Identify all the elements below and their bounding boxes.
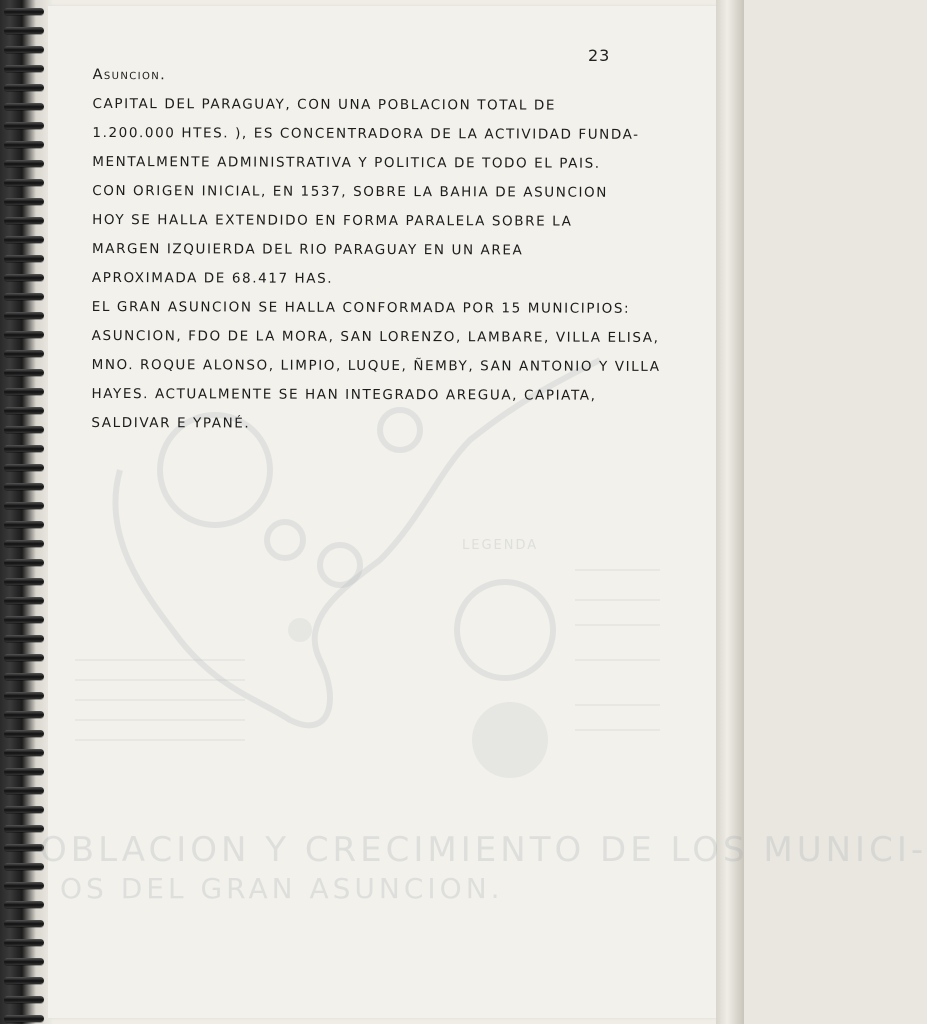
binding-coil bbox=[4, 483, 44, 490]
binding-coil bbox=[4, 635, 44, 642]
binding-coil bbox=[4, 806, 44, 813]
binding-coil bbox=[4, 939, 44, 946]
binding-coil bbox=[4, 8, 44, 15]
text-line: 1.200.000 HTES. ), ES CONCENTRADORA DE LA ACTIVIDAD FUNDA- bbox=[92, 124, 640, 143]
binding-coil bbox=[4, 882, 44, 889]
binding-coil bbox=[4, 293, 44, 300]
text-line: SALDIVAR E YPANÉ. bbox=[91, 414, 251, 432]
binding-coil bbox=[4, 692, 44, 699]
binding-coil bbox=[4, 236, 44, 243]
binding-coil bbox=[4, 996, 44, 1003]
binding-coil bbox=[4, 46, 44, 53]
binding-coil bbox=[4, 122, 44, 129]
binding-coil bbox=[4, 312, 44, 319]
binding-coil bbox=[4, 160, 44, 167]
binding-coil bbox=[4, 844, 44, 851]
text-line: MARGEN IZQUIERDA DEL RIO PARAGUAY EN UN AREA bbox=[91, 240, 524, 259]
binding-coil bbox=[4, 673, 44, 680]
text-line: CON ORIGEN INICIAL, EN 1537, SOBRE LA BAHIA DE ASUNCION bbox=[92, 182, 609, 201]
binding-coil bbox=[4, 502, 44, 509]
binding-coil bbox=[4, 787, 44, 794]
bleed-legend-label: LEGENDA bbox=[462, 538, 539, 553]
binding-coil bbox=[4, 711, 44, 718]
binding-coil bbox=[4, 464, 44, 471]
text-line: MNO. ROQUE ALONSO, LIMPIO, LUQUE, ÑEMBY, SAN ANTONIO Y VILLA bbox=[91, 356, 661, 375]
text-line: ASUNCION, FDO DE LA MORA, SAN LORENZO, LAMBARE, VILLA ELISA, bbox=[91, 327, 660, 346]
binding-coil bbox=[4, 597, 44, 604]
binding-coil bbox=[4, 407, 44, 414]
page-number: 23 bbox=[588, 46, 611, 65]
binding-coil bbox=[4, 977, 44, 984]
binding-coil bbox=[4, 84, 44, 91]
binding-coil bbox=[4, 65, 44, 72]
binding-coil bbox=[4, 274, 44, 281]
binding-coil bbox=[4, 749, 44, 756]
text-line: CAPITAL DEL PARAGUAY, CON UNA POBLACION TOTAL DE bbox=[92, 95, 557, 114]
binding-coil bbox=[4, 559, 44, 566]
text-line: HAYES. ACTUALMENTE SE HAN INTEGRADO AREGUA, CAPIATA, bbox=[91, 385, 597, 404]
binding-coil bbox=[4, 369, 44, 376]
bleed-title-line-2: OS DEL GRAN ASUNCION. bbox=[60, 872, 504, 905]
binding-coil bbox=[4, 578, 44, 585]
binding-coil bbox=[4, 141, 44, 148]
page-stack-edge bbox=[716, 0, 744, 1024]
binding-coil bbox=[4, 27, 44, 34]
binding-coil bbox=[4, 350, 44, 357]
binding-coil bbox=[4, 863, 44, 870]
binding-coil bbox=[4, 920, 44, 927]
binding-coil bbox=[4, 825, 44, 832]
binding-coil bbox=[4, 217, 44, 224]
text-line: APROXIMADA DE 68.417 HAS. bbox=[91, 269, 334, 287]
binding-coil bbox=[4, 198, 44, 205]
heading: Asuncion. bbox=[92, 66, 167, 84]
bleed-title-line-1: OBLACION Y CRECIMIENTO DE LOS MUNICI- bbox=[40, 830, 927, 870]
binding-coil bbox=[4, 540, 44, 547]
text-line: MENTALMENTE ADMINISTRATIVA Y POLITICA DE TODO EL PAIS. bbox=[92, 153, 601, 172]
binding-coil bbox=[4, 958, 44, 965]
binding-coil bbox=[4, 388, 44, 395]
binding-coil bbox=[4, 1015, 44, 1022]
text-line: HOY SE HALLA EXTENDIDO EN FORMA PARALELA SOBRE LA bbox=[92, 211, 573, 230]
binder-spine bbox=[0, 0, 52, 1024]
binding-coil bbox=[4, 426, 44, 433]
binding-coil bbox=[4, 103, 44, 110]
binding-coil bbox=[4, 331, 44, 338]
handwritten-text bbox=[91, 61, 692, 440]
binding-coil bbox=[4, 179, 44, 186]
binding-coil bbox=[4, 901, 44, 908]
binding-coil bbox=[4, 730, 44, 737]
binding-coil bbox=[4, 616, 44, 623]
binding-coil bbox=[4, 255, 44, 262]
text-line: EL GRAN ASUNCION SE HALLA CONFORMADA POR 15 MUNICIPIOS: bbox=[91, 298, 631, 317]
binding-coil bbox=[4, 654, 44, 661]
binding-coil bbox=[4, 445, 44, 452]
binding-coil bbox=[4, 521, 44, 528]
binding-coil bbox=[4, 768, 44, 775]
